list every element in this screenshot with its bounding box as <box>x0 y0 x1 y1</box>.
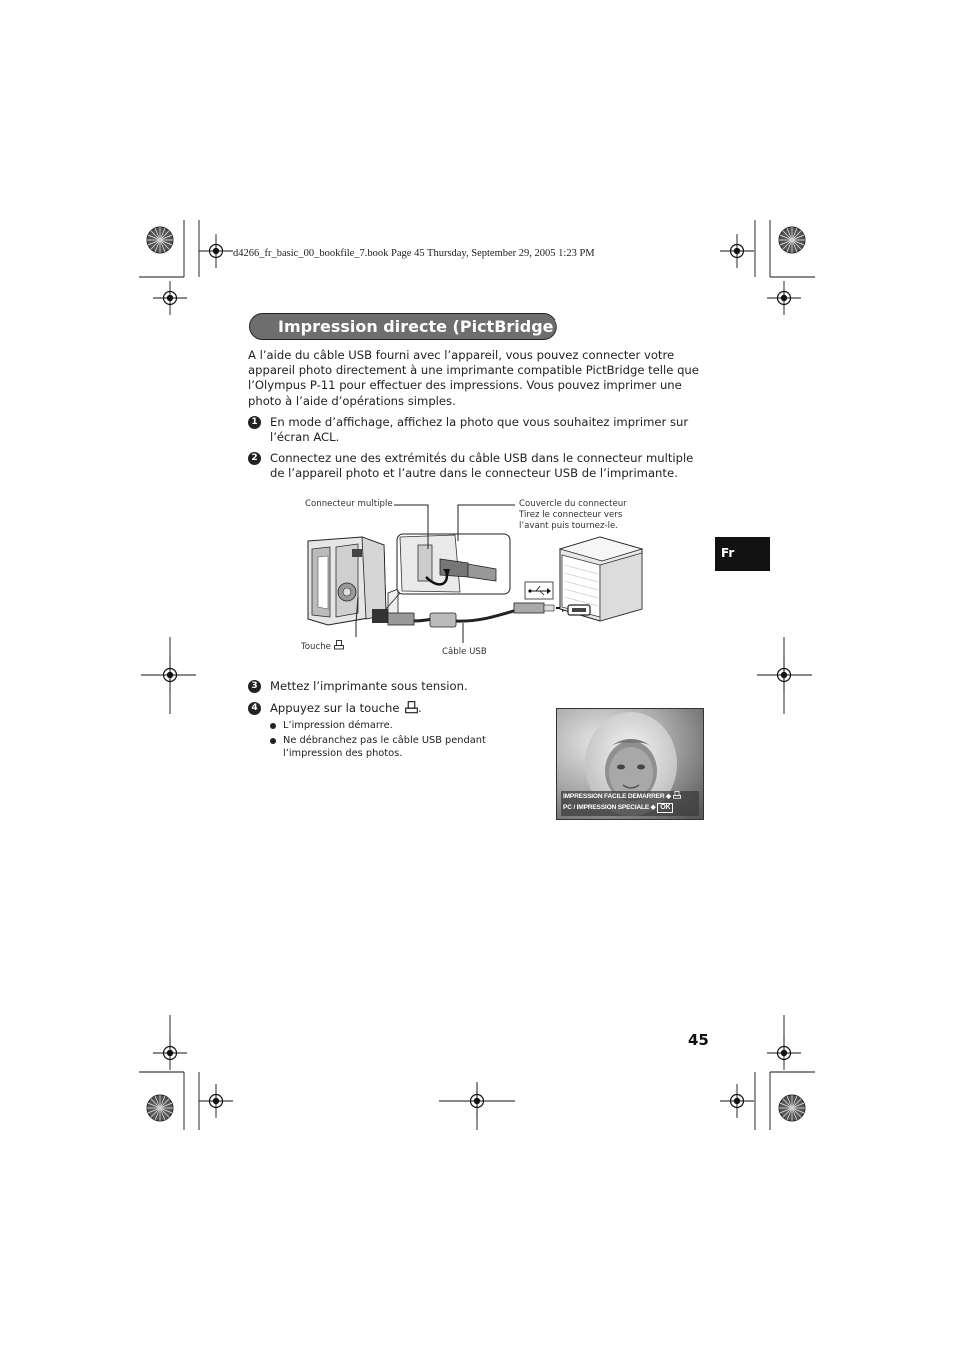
print-icon <box>334 640 344 650</box>
label-connector-multiple: Connecteur multiple <box>305 499 393 509</box>
step-number: 1 <box>248 416 261 429</box>
step-4: 4 Appuyez sur la touche . <box>248 701 708 716</box>
step-2 <box>248 451 708 481</box>
special-print-label: PC / IMPRESSION SPECIALE <box>563 804 650 811</box>
language-tab-fr: Fr <box>715 537 770 571</box>
page-number: 45 <box>688 1031 709 1049</box>
print-icon <box>673 791 681 799</box>
label-usb-cable: Câble USB <box>442 647 487 657</box>
bullet-item <box>270 719 510 732</box>
section-title: Impression directe (PictBridge) <box>278 317 561 336</box>
connection-diagram <box>300 497 650 662</box>
step-text: En mode d’affichage, affichez la photo que vous souhaitez imprimer sur l’écran ACL. <box>270 415 689 445</box>
usb-cable-illustration <box>388 603 568 627</box>
label-cover-instruction-1: Tirez le connecteur vers <box>519 510 623 520</box>
bullet-dot <box>270 738 276 744</box>
label-connector-cover: Couvercle du connecteur <box>519 499 627 509</box>
connector-zoom-inset <box>386 534 510 609</box>
camera-illustration <box>308 537 398 625</box>
step-number: 3 <box>248 680 261 693</box>
step-text: Mettez l’imprimante sous tension. <box>270 679 468 693</box>
bullet-text: L’impression démarre. <box>283 720 393 731</box>
file-info-header: d4266_fr_basic_00_bookfile_7.book Page 45 Thursday, September 29, 2005 1:23 PM <box>233 248 595 259</box>
ok-button-indicator: OK <box>657 803 673 813</box>
special-print-option: PC / IMPRESSION SPECIALE ◆ OK <box>561 802 699 813</box>
step-text: Connectez une des extrémités du câble USB dans le connecteur multiple de l’appareil photo et l’autre dans le connecteur USB de l’imprimante. <box>270 451 694 481</box>
step-number: 2 <box>248 452 261 465</box>
usb-icon <box>525 582 553 599</box>
easy-print-option: IMPRESSION FACILE DEMARRER ◆ <box>561 791 699 802</box>
step-text: Appuyez sur la touche <box>270 701 400 715</box>
bullet-dot <box>270 723 276 729</box>
bullet-text: Ne débranchez pas le câble USB pendant l’impression des photos. <box>283 735 486 759</box>
label-print-button-text: Touche <box>301 642 331 652</box>
print-icon <box>405 701 418 714</box>
print-menu-overlay <box>561 791 699 816</box>
lcd-screen-photo <box>556 708 704 820</box>
step-3 <box>248 679 708 694</box>
bullet-item <box>270 734 510 760</box>
step-number: 4 <box>248 702 261 715</box>
printer-illustration <box>560 537 642 621</box>
label-cover-instruction-2: l’avant puis tournez-le. <box>519 521 618 531</box>
section-title-banner <box>249 313 561 340</box>
label-print-button <box>301 640 344 653</box>
easy-print-label: IMPRESSION FACILE DEMARRER <box>563 793 665 800</box>
intro-paragraph: A l’aide du câble USB fourni avec l’appareil, vous pouvez connecter votre appareil photo directement à une imprimante compatible PictBridge telle que l’Olympus P-11 pour effectuer des impressions. Vous pouvez imprimer une photo à l’aide d’opérations simples. <box>248 348 699 408</box>
step-1 <box>248 415 708 445</box>
